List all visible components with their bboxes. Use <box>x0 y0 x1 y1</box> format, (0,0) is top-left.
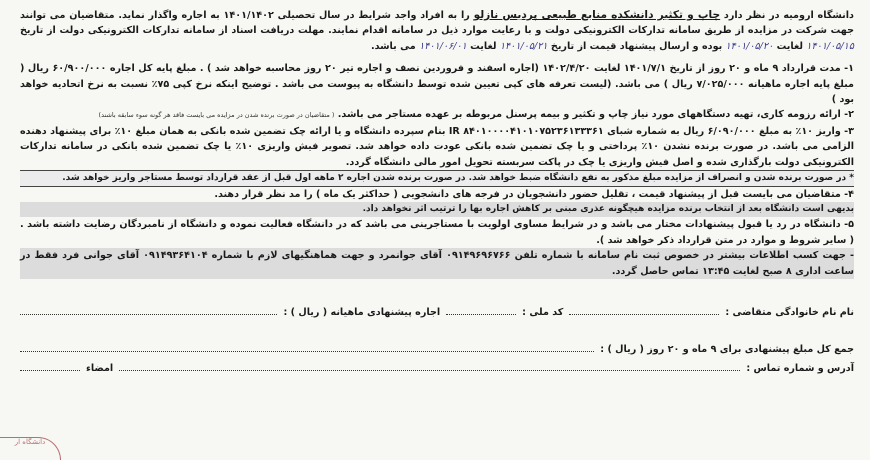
address-label: آدرس و شماره تماس : <box>746 363 854 375</box>
intro-highlight: چاپ و تکثیر دانشکده منابع طبیعی پردیس نازلو <box>473 9 721 21</box>
handwritten-date-4: ۱۴۰۱/۰۶/۰۱ <box>419 40 467 52</box>
handwritten-date-3: ۱۴۰۱/۰۵/۲۱ <box>499 40 548 52</box>
condition-4: ۴- متقاضیان می بایست قبل از پیشنهاد قیمت ، تقلیل حضور دانشجویان در فرجه های دانشجویی ( حداکثر یک ماه ) را مد نظر قرار دهند. <box>214 189 854 201</box>
intro-part1: دانشگاه ارومیه در نظر دارد <box>720 10 854 21</box>
intro-part2: را به افراد واجد شرایط در سال تحصیلی ۱۴۰۱/۱۴۰۲ به اجاره واگذار نماید. <box>118 10 474 21</box>
form-row-total <box>20 342 854 357</box>
intro-part5: بوده و ارسال پیشنهاد قیمت از تاریخ <box>550 40 726 52</box>
condition-5: ۵- دانشگاه در رد یا قبول پیشنهادات مختار می باشد و در شرایط مساوی اولویت با مستاجرینی می باشد که در دانشگاه فعالیت نموده و دانشگاه از نامبردگان رضایت داشته باشد . ( سایر شروط و موارد در متن قرارداد ذکر خواهد شد ). <box>20 219 854 246</box>
handwritten-date-1: ۱۴۰۱/۰۵/۱۵ <box>806 40 854 52</box>
intro-part6: لغایت <box>470 40 500 52</box>
condition-3: ۳- واریز ۱۰٪ به مبلغ ۶/۰۹۰/۰۰۰ ریال به شماره شبای IR ۸۴۰۱۰۰۰۰۴۱۰۱۰۷۵۲۳۶۱۳۳۳۶۱ بنام سپرده دانشگاه و یا ارائه چک تضمین شده بانکی به همان مبلغ ۱۰٪ برای پیشنهاد دهنده الزامی می باشد. در صورت برنده نشدن ۱۰٪ پرداختی و یا چک تضمین شده بانکی عودت داده خواهد شد. تصویر فیش واریزی ۱۰٪ یا چک تضمین شده بانکی در سامانه تدارکات الکترونیکی دولت بارگذاری شده و اصل فیش واریزی یا چک در پاکت سربسته تحویل امور مالی دانشگاه گردد. <box>20 125 855 168</box>
form-row-name <box>20 305 854 320</box>
monthly-rent-label: اجاره پیشنهادی ماهیانه ( ریال ) : <box>283 307 441 319</box>
intro-paragraph <box>20 8 854 54</box>
stamp-text: دانشگاه ار <box>14 438 46 446</box>
total-amount-field[interactable] <box>20 342 594 352</box>
total-amount-label: جمع کل مبلغ پیشنهادی برای ۹ ماه و ۲۰ روز ( ریال ) : <box>600 344 854 356</box>
name-label: نام نام خانوادگی متقاضی : <box>725 307 854 319</box>
national-id-field[interactable] <box>446 305 516 315</box>
handwritten-date-2: ۱۴۰۱/۰۵/۲۰ <box>725 40 774 52</box>
rent-reduction-note: بدیهی است دانشگاه بعد از انتخاب برنده مزایده هیچگونه عذری مبنی بر کاهش اجاره بها را ترتیب اثر نخواهد داد. <box>20 202 854 217</box>
condition-2-text: ۲- ارائه رزومه کاری، تهیه دستگاههای مورد نیاز چاپ و تکثیر و بیمه پرسنل مربوطه بر عهده مستاجر می باشد. <box>337 109 854 121</box>
signature-field[interactable] <box>20 361 80 371</box>
form-row-address <box>20 361 854 376</box>
national-id-label: کد ملی : <box>522 307 564 319</box>
condition-2 <box>20 107 854 123</box>
intro-part4: لغایت <box>776 40 807 52</box>
forfeit-note: * در صورت برنده شدن و انصراف از مزایده مبلغ مذکور به نفع دانشگاه ضبط خواهد شد. در صورت برنده شدن اجاره ۲ ماهه اول قبل از عقد قرارداد توسط مستاجر واریز خواهد شد. <box>20 170 854 187</box>
name-field[interactable] <box>569 305 719 315</box>
intro-part3: متقاضیان می توانند جهت شرکت در مزایده از طریق سامانه تدارکات الکترونیکی دولت و با رعایت موارد ذیل در سامانه اقدام نمایند. مهلت دریافت اسناد از سامانه تدارکات الکترونیکی دولت از تاریخ <box>20 10 854 37</box>
monthly-rent-field[interactable] <box>20 305 277 315</box>
intro-part7: می باشد. <box>370 40 420 52</box>
conditions-list <box>20 61 854 279</box>
signature-label: امضاء <box>86 363 114 375</box>
address-field[interactable] <box>119 361 740 371</box>
contact-info: - جهت کسب اطلاعات بیشتر در خصوص ثبت نام سامانه با شماره تلفن ۰۹۱۴۹۶۹۶۷۶۶ آقای جوانمرد و جهت هماهنگیهای لازم با شماره ۰۹۱۴۹۳۶۴۱۰۴ آقای جوانی فرد فقط در ساعت اداری ۸ صبح لغایت ۱۳:۴۵ تماس حاصل گردد. <box>20 248 854 279</box>
condition-2-note: ( متقاضیان در صورت برنده شدن در مزایده می بایست فاقد هر گونه سوء سابقه باشند) <box>98 111 335 120</box>
condition-1: ۱- مدت قرارداد ۹ ماه و ۲۰ روز از تاریخ ۱۴۰۱/۷/۱ لغایت ۱۴۰۲/۴/۲۰ (اجاره اسفند و فروردین نصف و اجاره تیر ۲۰ روز محاسبه خواهد شد ) . مبلغ پایه کل اجاره ۶۰/۹۰۰/۰۰۰ ریال ( مبلغ پایه اجاره ماهیانه ۷/۰۲۵/۰۰۰ ریال ) می باشد. (لیست تعرفه های کپی تعیین شده توسط دانشگاه به پیوست می باشد . توضیح اینکه نرخ کپی ۷۵٪ نسبت به نرخ اتحادیه خواهد بود ) <box>20 63 855 106</box>
applicant-form <box>20 305 854 376</box>
university-stamp <box>0 437 61 460</box>
